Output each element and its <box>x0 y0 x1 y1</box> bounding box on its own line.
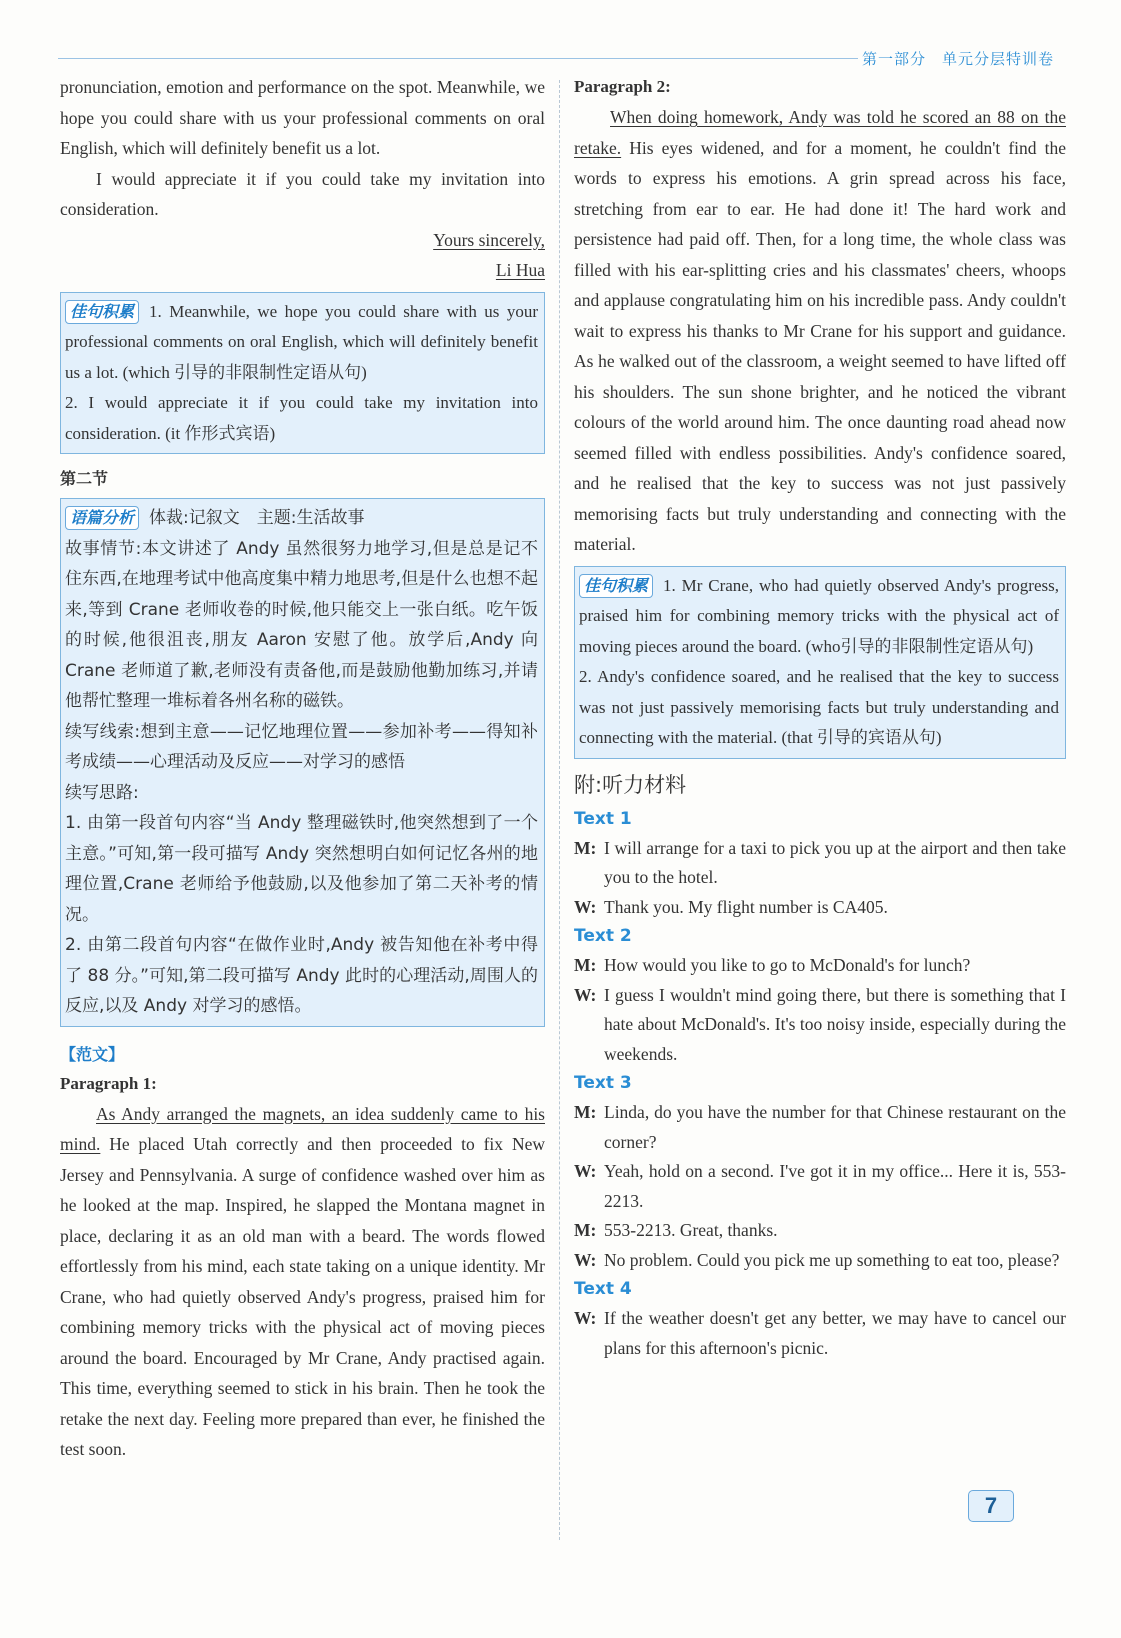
dialogue-line <box>574 1157 1066 1216</box>
dialogue-text: Linda, do you have the number for that Chinese restaurant on the corner? <box>604 1102 1066 1152</box>
dialogue-line <box>574 1304 1066 1363</box>
page-number: 7 <box>968 1490 1014 1522</box>
speaker-label: M: <box>574 837 597 858</box>
letter-paragraph: I would appreciate it if you could take my invitation into consideration. <box>60 168 545 219</box>
dialogue-text: I guess I wouldn't mind going there, but there is something that I hate about McDonald's. It's too noisy inside, especially during the weekends. <box>604 984 1066 1064</box>
dialogue-text: I will arrange for a taxi to pick you up at the airport and then take you to the hotel. <box>604 837 1066 887</box>
dialogue-line <box>574 834 1066 893</box>
dialogue-text: Thank you. My flight number is CA405. <box>604 896 888 917</box>
letter-continuation: pronunciation, emotion and performance on the spot. Meanwhile, we hope you could share with us your professional comments on oral English, which will definitely benefit us a lot. <box>60 77 545 158</box>
dialogue-text: If the weather doesn't get any better, we may have to cancel our plans for this afternoon's picnic. <box>604 1308 1066 1358</box>
box-tag: 语篇分析 <box>65 506 139 530</box>
dialogue-line <box>574 981 1066 1070</box>
good-sentences-box <box>574 566 1066 759</box>
dialogue-text: How would you like to go to McDonald's for lunch? <box>604 955 971 975</box>
dialogue-line <box>574 1098 1066 1157</box>
dialogue-line <box>574 951 1066 981</box>
dialogue-line <box>574 1246 1066 1276</box>
good-sentence-2: 2. Andy's confidence soared, and he realised that the key to success was not just passively memorising facts but truly understanding and connecting with the material. (that 引导的宾语从句) <box>579 667 1059 747</box>
listening-text-label: Text 1 <box>574 808 632 829</box>
good-sentence-1: 佳句积累 1. Mr Crane, who had quietly observed Andy's progress, praised him for combining memory tricks with the physical act of moving pieces around the board. (who引导的非限制性定语从句) <box>579 575 1059 656</box>
idea-2: 2. 由第二段首句内容“在做作业时,Andy 被告知他在补考中得了 88 分。”可知,第二段可描写 Andy 此时的心理活动,周围人的反应,以及 Andy 对学习的感悟。 <box>65 935 538 1016</box>
good-sentence-2: 2. I would appreciate it if you could take my invitation into consideration. (it 作形式宾语) <box>65 393 538 443</box>
speaker-label: M: <box>574 955 597 975</box>
speaker-label: W: <box>574 1249 597 1270</box>
appendix-title: 附:听力材料 <box>574 772 687 797</box>
dialogue-text: 553-2213. Great, thanks. <box>604 1220 778 1240</box>
good-sentence-1: 佳句积累 1. Meanwhile, we hope you could share with us your professional comments on oral English, which will definitely benefit us a lot. (which 引导的非限制性定语从句) <box>65 301 538 382</box>
letter-signature: Li Hua <box>495 260 545 280</box>
letter-closing: Yours sincerely, <box>433 229 545 250</box>
plot-text: 故事情节:本文讲述了 Andy 虽然很努力地学习,但是总是记不住东西,在地理考试中他高度集中精力地思考,但是什么也想不起来,等到 Crane 老师收卷的时候,他只能交上一张白纸。吃午饭的时候,他很沮丧,朋友 Aaron 安慰了他。放学后,Andy 向 Crane 老师道了歉,老师没有责备他,而是鼓励他勤加练习,并请他帮忙整理一堆标着各州名称的磁铁。 <box>65 538 538 711</box>
running-header: 第一部分 单元分层特训卷 <box>862 50 1055 68</box>
model-essay-label: 【范文】 <box>60 1044 125 1064</box>
idea-1: 1. 由第一段首句内容“当 Andy 整理磁铁时,他突然想到了一个主意。”可知,第一段可描写 Andy 突然想明白如何记忆各州的地理位置,Crane 老师给予他鼓励,以及他参加了第二天补考的情况。 <box>65 813 538 925</box>
header-rule <box>58 58 858 59</box>
clue-text: 续写线索:想到主意——记忆地理位置——参加补考——得知补考成绩——心理活动及反应——对学习的感悟 <box>65 721 538 772</box>
speaker-label: W: <box>574 984 597 1005</box>
dialogue-line <box>574 1216 1066 1246</box>
column-divider <box>559 80 560 1540</box>
paragraph-1-text: As Andy arranged the magnets, an idea suddenly came to his mind. He placed Utah correctly and then proceeded to fix New Jersey and Pennsylvania. A surge of confidence washed over him as he looked at the map. Inspired, he slapped the Montana magnet in place, declaring it as an old man with a beard. The words flowed effortlessly from his mind, each state taking on a unique identity. Mr Crane, who had quietly observed Andy's progress, praised him for combining memory tricks with the physical act of moving pieces around the board. Encouraged by Mr Crane, Andy practised again. This time, everything seemed to stick in his brain. Then he took the retake the next day. Feeling more prepared than ever, he finished the test soon. <box>60 1103 545 1459</box>
speaker-label: W: <box>574 1308 597 1328</box>
text-analysis-box <box>60 498 545 1027</box>
listening-text-label: Text 3 <box>574 1073 632 1093</box>
paragraph-1-heading: Paragraph 1: <box>60 1073 157 1093</box>
box-tag: 佳句积累 <box>65 300 139 324</box>
paragraph-2-heading: Paragraph 2: <box>574 77 671 96</box>
dialogue-text: Yeah, hold on a second. I've got it in my office... Here it is, 553-2213. <box>604 1161 1066 1211</box>
speaker-label: M: <box>574 1220 597 1240</box>
listening-text-label: Text 2 <box>574 926 632 946</box>
speaker-label: W: <box>574 896 597 917</box>
dialogue-line <box>574 893 1066 923</box>
left-column <box>60 72 545 1465</box>
dialogue-text: No problem. Could you pick me up something to eat too, please? <box>604 1249 1060 1270</box>
section-title: 第二节 <box>60 469 109 488</box>
genre-line: 语篇分析 体裁:记叙文 主题:生活故事 <box>65 503 538 534</box>
listening-text-label: Text 4 <box>574 1279 632 1299</box>
paragraph-2-text: When doing homework, Andy was told he scored an 88 on the retake. His eyes widened, and for a moment, he couldn't find the words to express his emotions. A grin spread across his face, stretching from ear to ear. He had done it! The hard work and persistence had paid off. Then, for a long time, the whole class was filled with his ear-splitting cries and his classmates' cheers, whoops and applause congratulating him on his incredible pass. Andy couldn't wait to express his thanks to Mr Crane for his support and guidance. As he walked out of the classroom, a weight seemed to have lifted off his shoulders. The sun shone brighter, and he noticed the vibrant colours of the world around him. The once daunting road ahead now seemed filled with endless possibilities. Andy's confidence soared, and he realised that the key to success was not just passively memorising facts but truly understanding and connecting with the material. <box>574 107 1066 554</box>
idea-title: 续写思路: <box>65 782 139 803</box>
speaker-label: W: <box>574 1161 597 1181</box>
right-column <box>574 72 1066 1363</box>
listening-materials <box>574 805 1066 1364</box>
good-sentences-box <box>60 292 545 455</box>
box-tag: 佳句积累 <box>579 574 653 598</box>
speaker-label: M: <box>574 1102 597 1122</box>
